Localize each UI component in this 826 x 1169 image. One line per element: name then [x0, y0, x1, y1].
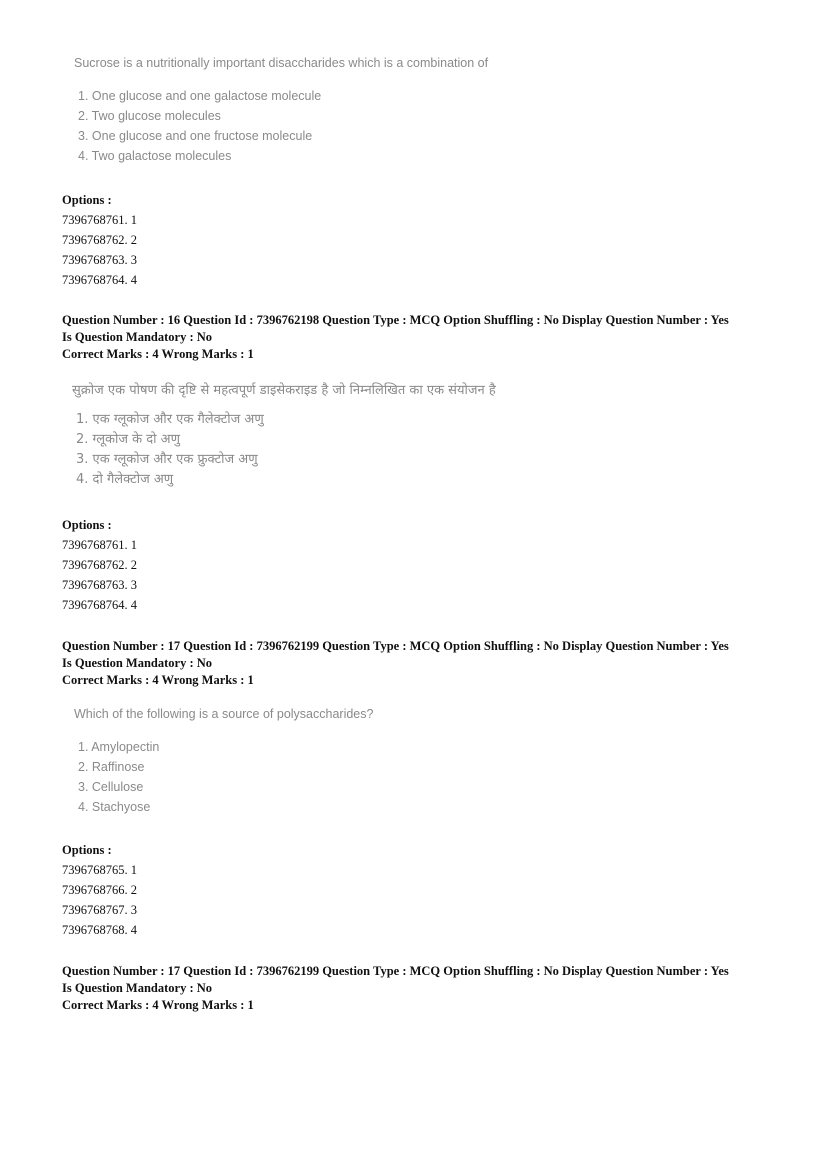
question-mandatory-line: Is Question Mandatory : No	[62, 330, 213, 344]
question-choice: 3. One glucose and one fructose molecule	[78, 129, 313, 143]
option-item: 7396768763. 3	[62, 578, 137, 592]
option-item: 7396768761. 1	[62, 213, 137, 227]
option-item: 7396768762. 2	[62, 558, 137, 572]
option-item: 7396768763. 3	[62, 253, 137, 267]
question-choice: 1. एक ग्लूकोज और एक गैलेक्टोज अणु	[76, 412, 264, 427]
options-list	[62, 840, 137, 940]
question-choice: 4. Two galactose molecules	[78, 149, 232, 163]
question-choice: 3. एक ग्लूकोज और एक फ्रुक्टोज अणु	[76, 452, 258, 467]
question-image-polysaccharides-en	[74, 707, 373, 817]
question-meta-line: Question Number : 17 Question Id : 7396762199 Question Type : MCQ Option Shuffling : No Display Question Number : Yes	[62, 964, 729, 978]
question-marks-line: Correct Marks : 4 Wrong Marks : 1	[62, 347, 254, 361]
options-title: Options :	[62, 193, 112, 207]
option-item: 7396768762. 2	[62, 233, 137, 247]
question-marks-line: Correct Marks : 4 Wrong Marks : 1	[62, 998, 254, 1012]
option-item: 7396768766. 2	[62, 883, 137, 897]
question-mandatory-line: Is Question Mandatory : No	[62, 981, 213, 995]
question-choice: 1. One glucose and one galactose molecule	[78, 89, 322, 103]
question-stem: सुक्रोज एक पोषण की दृष्टि से महत्वपूर्ण डाइसेकराइड है जो निम्नलिखित का एक संयोजन है	[72, 383, 496, 398]
question-choice: 2. ग्लूकोज के दो अणु	[76, 432, 180, 447]
question-marks-line: Correct Marks : 4 Wrong Marks : 1	[62, 673, 254, 687]
question-choice: 3. Cellulose	[78, 780, 144, 794]
question-image-sucrose-hi	[72, 380, 496, 490]
question-choice-list	[72, 410, 496, 490]
question-image-sucrose-en	[74, 56, 488, 166]
question-choice: 2. Raffinose	[78, 760, 145, 774]
question-header	[62, 963, 729, 1014]
option-item: 7396768761. 1	[62, 538, 137, 552]
options-title: Options :	[62, 843, 112, 857]
question-meta-line: Question Number : 16 Question Id : 7396762198 Question Type : MCQ Option Shuffling : No Display Question Number : Yes	[62, 313, 729, 327]
question-stem: Sucrose is a nutritionally important disaccharides which is a combination of	[74, 56, 489, 70]
question-choice: 4. Stachyose	[78, 800, 151, 814]
option-item: 7396768764. 4	[62, 598, 137, 612]
question-stem: Which of the following is a source of polysaccharides?	[74, 707, 374, 721]
options-title: Options :	[62, 518, 112, 532]
option-item: 7396768765. 1	[62, 863, 137, 877]
options-list	[62, 190, 137, 290]
question-header	[62, 312, 729, 363]
option-item: 7396768767. 3	[62, 903, 137, 917]
question-choice: 2. Two glucose molecules	[78, 109, 221, 123]
options-list	[62, 515, 137, 615]
question-choice-list	[74, 737, 373, 817]
question-meta-line: Question Number : 17 Question Id : 7396762199 Question Type : MCQ Option Shuffling : No Display Question Number : Yes	[62, 639, 729, 653]
question-header	[62, 638, 729, 689]
question-choice: 1. Amylopectin	[78, 740, 160, 754]
option-item: 7396768764. 4	[62, 273, 137, 287]
question-choice: 4. दो गैलेक्टोज अणु	[76, 472, 174, 487]
question-choice-list	[74, 86, 488, 166]
question-mandatory-line: Is Question Mandatory : No	[62, 656, 213, 670]
option-item: 7396768768. 4	[62, 923, 137, 937]
